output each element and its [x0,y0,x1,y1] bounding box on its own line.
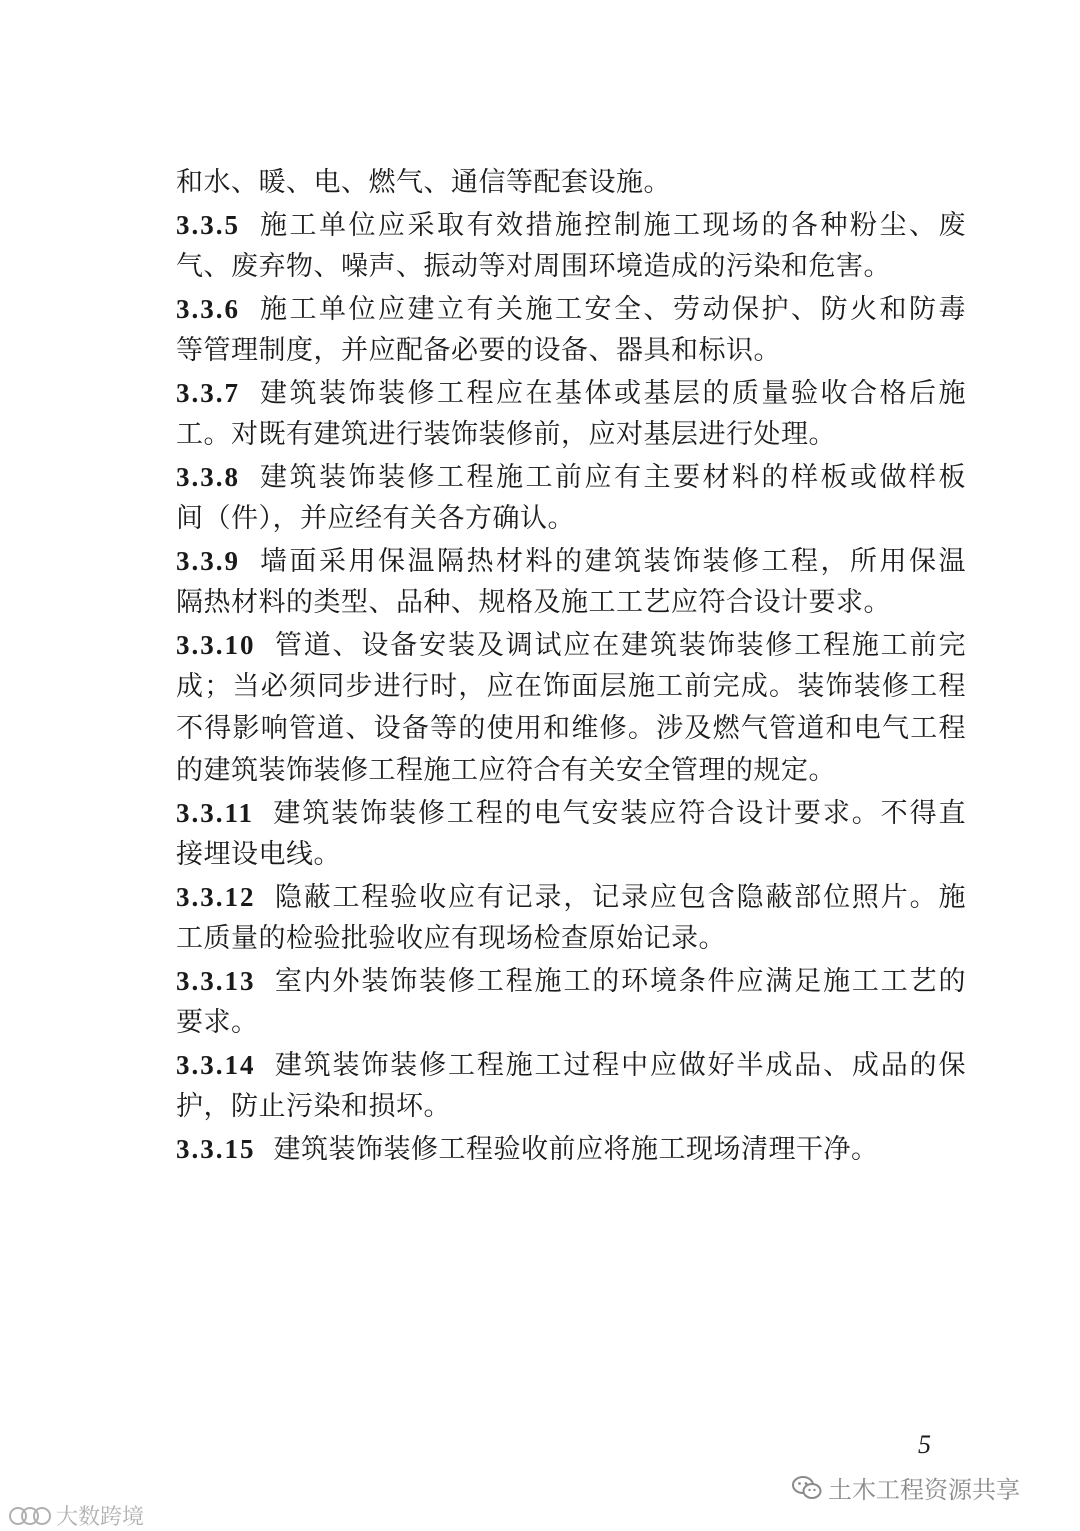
clause-number: 3.3.10 [176,630,256,660]
clause-text: 建筑装饰装修工程的电气安装应符合设计要求。不得直 [272,798,966,829]
clause-text: 要求。 [176,1007,259,1038]
clause-first-line [176,1128,966,1170]
clause-number: 3.3.8 [176,462,240,492]
clause-text: 管道、设备安装及调试应在建筑装饰装修工程施工前完 [273,630,966,661]
clause-continuation-line [176,1002,966,1044]
clause-number: 3.3.12 [176,882,256,912]
clause-text: 建筑装饰装修工程验收前应将施工现场清理干净。 [273,1134,879,1165]
clause-text: 施工单位应建立有关施工安全、劳动保护、防火和防毒 [258,294,966,325]
wechat-icon [792,1475,822,1501]
watermark-right [792,1470,1020,1505]
clause-first-line [176,792,966,834]
clause-text: 和水、暖、电、燃气、通信等配套设施。 [176,167,671,198]
clause-number: 3.3.7 [176,378,240,408]
clause-first-line [176,372,966,414]
clause-text: 建筑装饰装修工程施工过程中应做好半成品、成品的保 [273,1050,966,1081]
clause-text: 间（件），并应经有关各方确认。 [176,503,575,534]
clause-text: 建筑装饰装修工程应在基体或基层的质量验收合格后施 [258,378,966,409]
clause-number: 3.3.6 [176,294,240,324]
clause-text: 墙面采用保温隔热材料的建筑装饰装修工程，所用保温 [258,546,966,577]
clause-text: 隐蔽工程验收应有记录，记录应包含隐蔽部位照片。施 [273,882,966,913]
clause-text: 室内外装饰装修工程施工的环境条件应满足施工工艺的 [273,966,966,997]
clause-continuation-line [176,582,966,624]
clause-continuation-line [176,834,966,876]
watermark-left-text: 大数跨境 [56,1505,145,1530]
clause-continuation-line [176,708,966,750]
clause-continuation-line [176,414,966,456]
clause-continuation-line [176,918,966,960]
clause-text: 工。对既有建筑进行装饰装修前，应对基层进行处理。 [176,419,836,450]
watermark-left [8,1500,144,1531]
clause-first-line [176,204,966,246]
clause-text: 护，防止污染和损坏。 [176,1091,451,1122]
clause-text: 施工单位应采取有效措施控制施工现场的各种粉尘、废 [258,210,966,241]
clause-text: 气、废弃物、噪声、振动等对周围环境造成的污染和危害。 [176,251,891,282]
page-number: 5 [918,1430,931,1459]
clause-number: 3.3.13 [176,966,256,996]
clause-continuation-line [176,1086,966,1128]
watermark-right-text: 土木工程资源共享 [828,1476,1020,1504]
clause-continuation-line [176,330,966,372]
clause-text: 建筑装饰装修工程施工前应有主要材料的样板或做样板 [258,462,966,493]
clause-number: 3.3.11 [176,798,255,828]
clause-continuation-line [176,162,966,204]
clause-text: 不得影响管道、设备等的使用和维修。涉及燃气管道和电气工程 [176,713,966,744]
clause-text: 接埋设电线。 [176,839,341,870]
clause-first-line [176,456,966,498]
clause-number: 3.3.5 [176,210,240,240]
clause-first-line [176,540,966,582]
watermark-logo-icon [8,1505,52,1527]
clause-text: 隔热材料的类型、品种、规格及施工工艺应符合设计要求。 [176,587,891,618]
clause-continuation-line [176,246,966,288]
clause-number: 3.3.14 [176,1050,256,1080]
clause-continuation-line [176,498,966,540]
clause-text: 的建筑装饰装修工程施工应符合有关安全管理的规定。 [176,755,836,786]
clause-continuation-line [176,750,966,792]
clause-first-line [176,288,966,330]
clause-continuation-line [176,666,966,708]
clause-first-line [176,876,966,918]
clause-text: 等管理制度，并应配备必要的设备、器具和标识。 [176,335,781,366]
clause-first-line [176,1044,966,1086]
clause-number: 3.3.9 [176,546,240,576]
clause-text: 工质量的检验批验收应有现场检查原始记录。 [176,923,726,954]
clause-first-line [176,960,966,1002]
clause-first-line [176,624,966,666]
clause-number: 3.3.15 [176,1134,256,1164]
clause-text: 成；当必须同步进行时，应在饰面层施工前完成。装饰装修工程 [176,671,966,702]
